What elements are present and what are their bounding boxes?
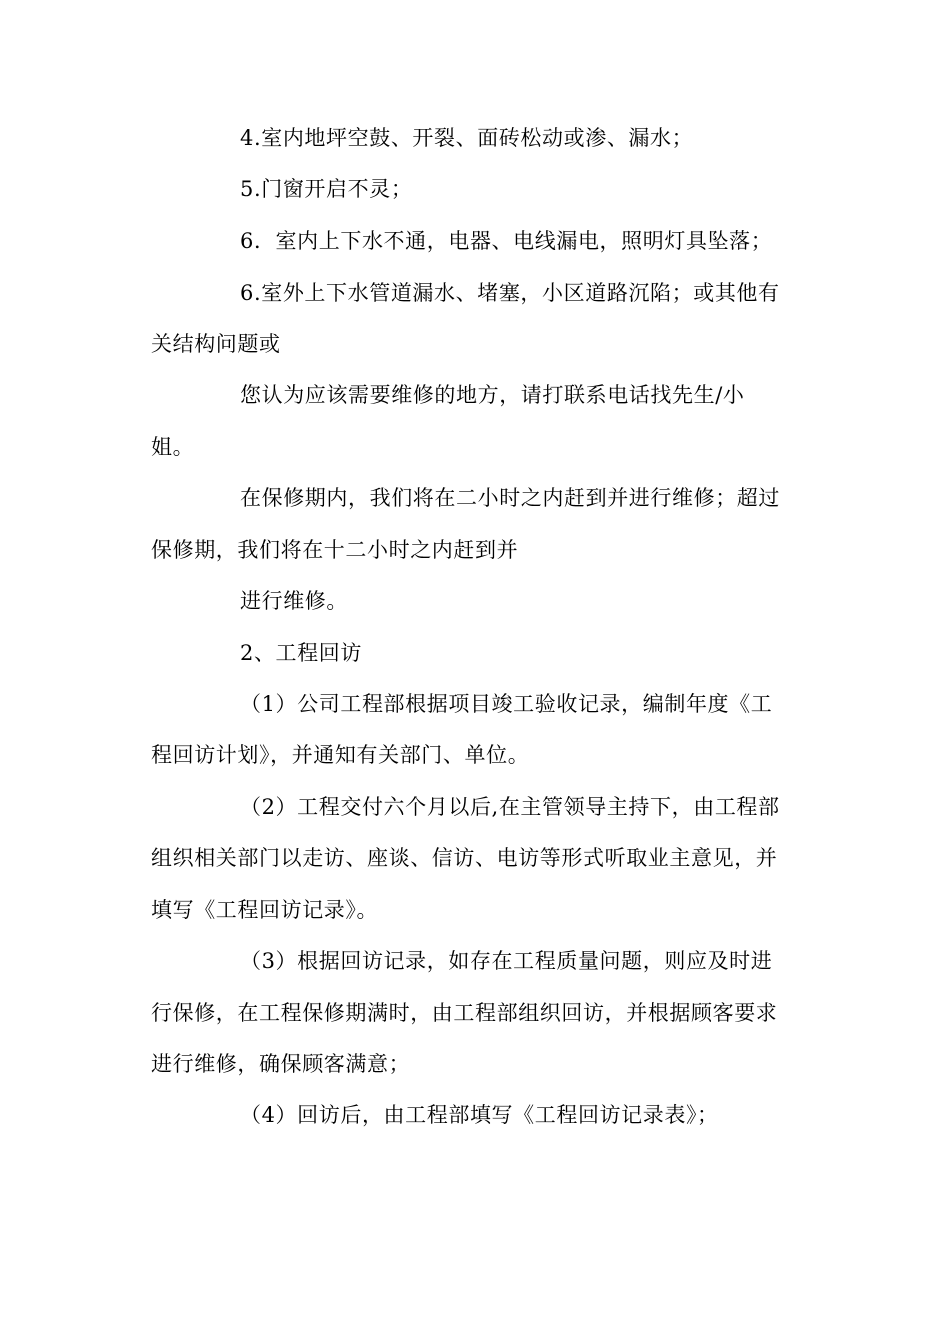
text-line: 关结构问题或 — [151, 332, 281, 356]
section-heading: 2、工程回访 — [240, 641, 362, 665]
text-line: （4）回访后，由工程部填写《工程回访记录表》； — [240, 1103, 719, 1127]
text-line: 姐。 — [151, 435, 195, 459]
text-line: 进行维修，确保顾客满意； — [151, 1052, 411, 1076]
text-line: 程回访计划》，并通知有关部门、单位。 — [151, 743, 530, 767]
text-line: 您认为应该需要维修的地方，请打联系电话找先生/小 — [240, 383, 745, 407]
text-line: 组织相关部门以走访、座谈、信访、电访等形式听取业主意见，并 — [151, 846, 778, 870]
text-line: 进行维修。 — [240, 589, 348, 613]
text-line: 5.门窗开启不灵； — [240, 177, 413, 201]
text-line: 在保修期内，我们将在二小时之内赶到并进行维修；超过 — [240, 486, 780, 510]
text-line: 填写《工程回访记录》。 — [151, 898, 379, 922]
text-line: 4.室内地坪空鼓、开裂、面砖松动或渗、漏水； — [240, 126, 694, 150]
text-line: 6．室内上下水不通，电器、电线漏电，照明灯具坠落； — [240, 229, 773, 253]
text-line: 行保修，在工程保修期满时，由工程部组织回访，并根据顾客要求 — [151, 1001, 778, 1025]
text-line: （2）工程交付六个月以后,在主管领导主持下，由工程部 — [240, 795, 780, 819]
text-line: （3）根据回访记录，如存在工程质量问题，则应及时进 — [240, 949, 773, 973]
text-line: 保修期，我们将在十二小时之内赶到并 — [151, 538, 519, 562]
text-line: 6.室外上下水管道漏水、堵塞，小区道路沉陷；或其他有 — [240, 281, 780, 305]
text-line: （1）公司工程部根据项目竣工验收记录，编制年度《工 — [240, 692, 773, 716]
